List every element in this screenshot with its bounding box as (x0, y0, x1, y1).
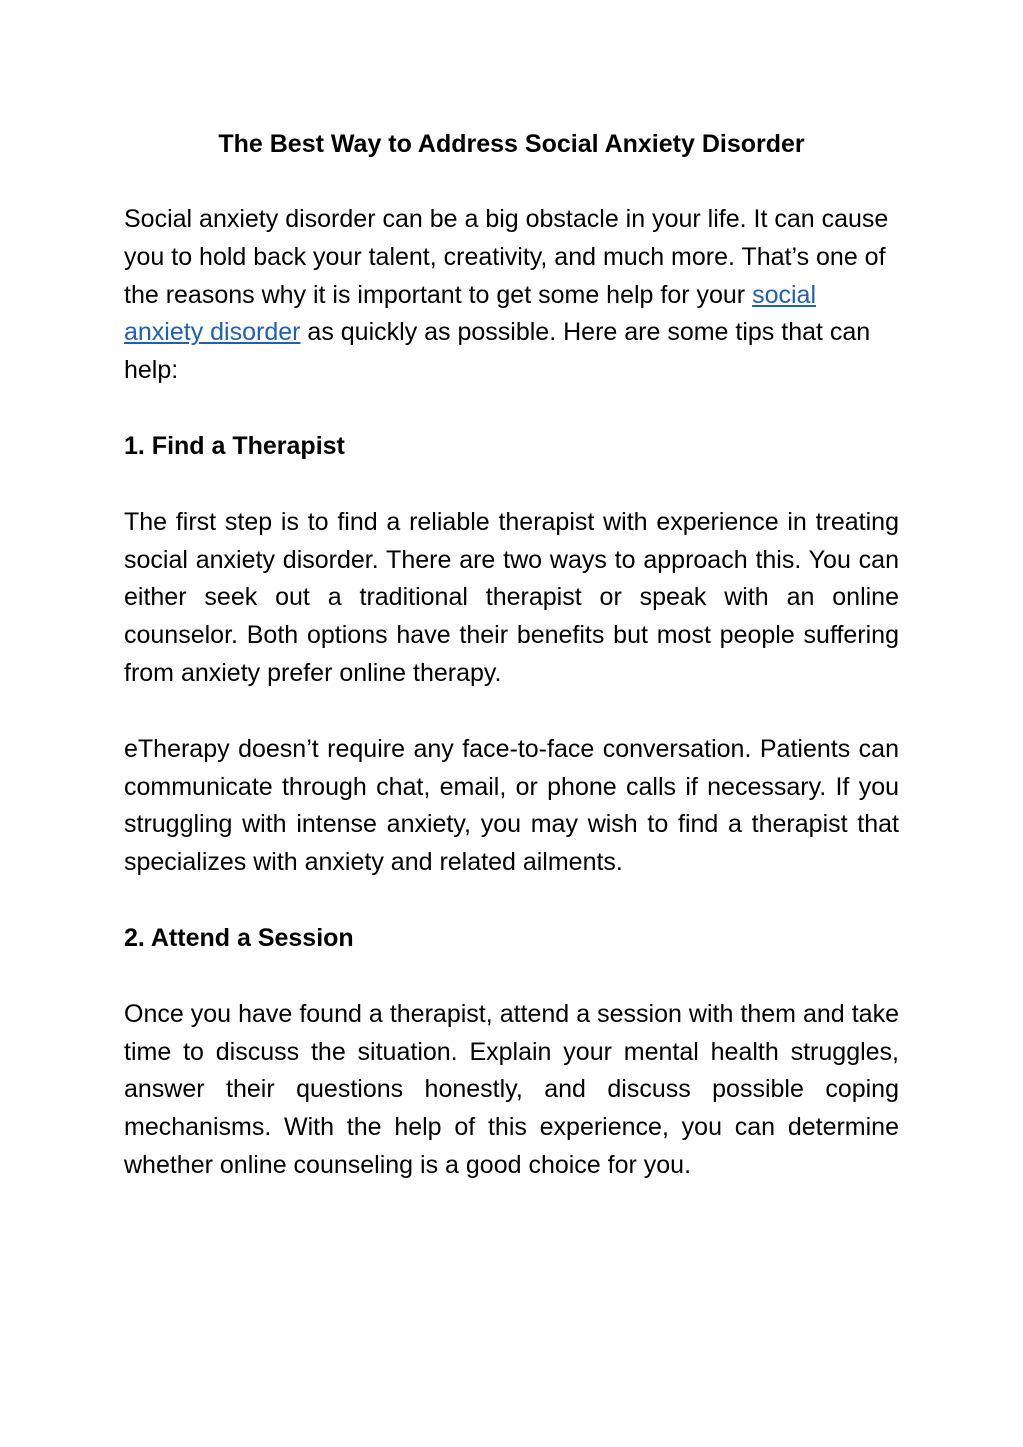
document-title: The Best Way to Address Social Anxiety Disorder (218, 130, 805, 158)
spacer (124, 882, 899, 920)
intro-paragraph (124, 201, 899, 390)
section-heading-attend-session: 2. Attend a Session (124, 923, 354, 952)
spacer (124, 162, 899, 201)
find-therapist-paragraph-1: The first step is to find a reliable therapist with experience in treating social anxiety disorder. There are two ways to approach this. You can either seek out a traditional therapist or speak with an online counselor. Both options have their benefits but most people suffering from anxiety prefer online therapy. (124, 507, 899, 687)
intro-text-before-link: Social anxiety disorder can be a big obstacle in your life. It can cause you to hold back your talent, creativity, and much more. That’s one of the reasons why it is important to get some help for your (124, 205, 889, 309)
section-heading-find-therapist: 1. Find a Therapist (124, 431, 345, 460)
document-page (124, 126, 899, 1185)
spacer (124, 693, 899, 731)
find-therapist-paragraph-2: eTherapy doesn’t require any face-to-face conversation. Patients can communicate through chat, email, or phone calls if necessary. If you struggling with intense anxiety, you may wish to find a therapist that specializes with anxiety and related ailments. (124, 734, 899, 877)
social-anxiety-disorder-link[interactable]: social anxiety disorder (124, 280, 816, 347)
spacer (124, 466, 899, 504)
spacer (124, 958, 899, 996)
intro-text-after-link: as quickly as possible. Here are some tips that can help: (124, 318, 871, 385)
spacer (124, 390, 899, 428)
attend-session-paragraph-1: Once you have found a therapist, attend a session with them and take time to discuss the situation. Explain your mental health struggles, answer their questions honestly, and discuss possible coping mechanisms. With the help of this experience, you can determine whether online counseling is a good choice for you. (124, 999, 899, 1179)
